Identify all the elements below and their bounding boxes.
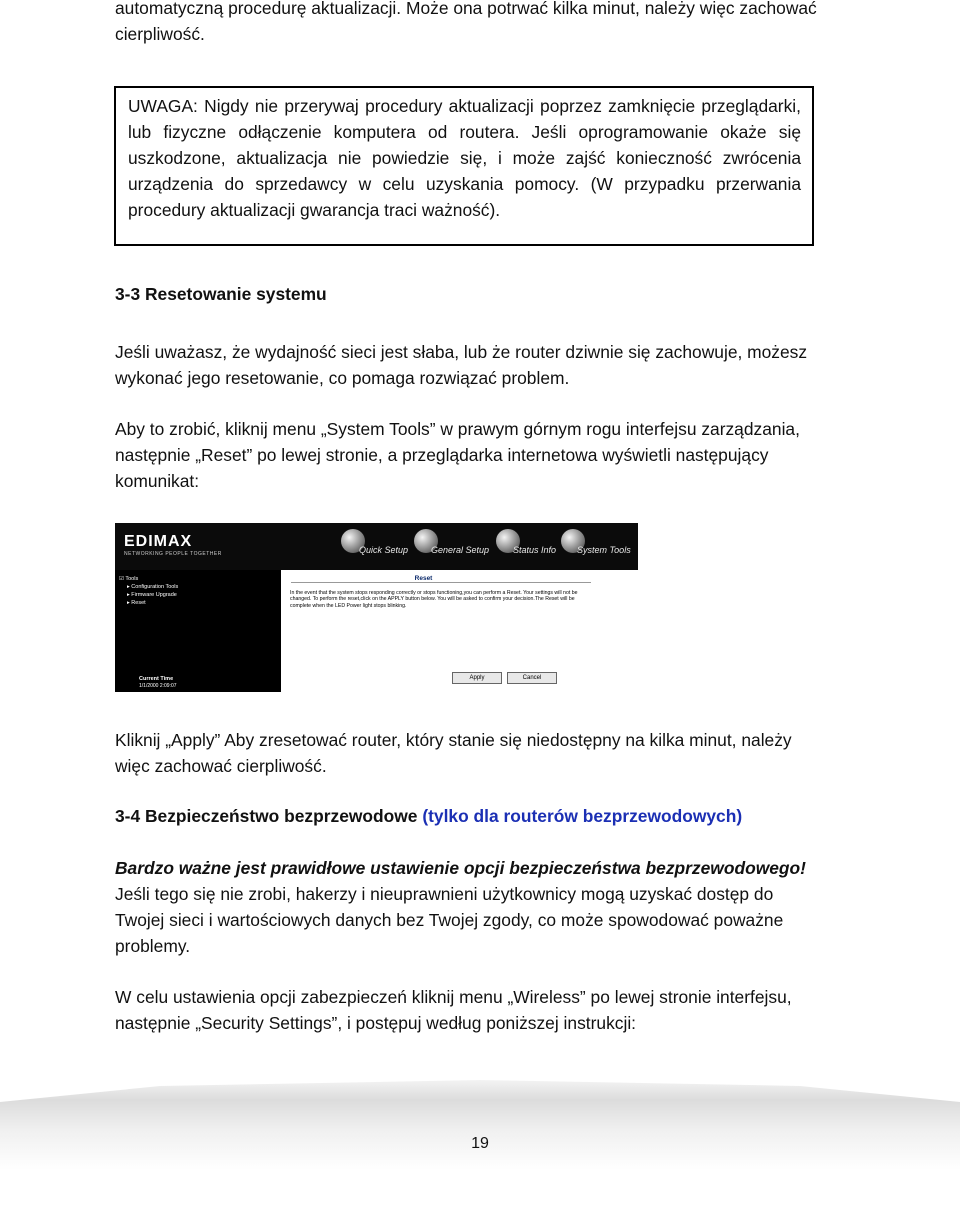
tree-item-firmware-upgrade[interactable]: [127, 592, 177, 599]
current-time-label: Current Time: [139, 676, 174, 682]
router-screenshot: [115, 523, 638, 692]
intro-paragraph: automatyczną procedurę aktualizacji. Może ona potrwać kilka minut, należy więc zachować cierpliwość.: [115, 0, 817, 44]
section-heading-text: 3-4 Bezpieczeństwo bezprzewodowe: [115, 806, 418, 826]
page-number: 19: [471, 1135, 489, 1152]
folder-icon: ☑: [119, 576, 126, 582]
apply-button[interactable]: Apply: [452, 672, 502, 684]
current-time-value: 1/1/2000 2:09:07: [139, 683, 177, 689]
wireless-paragraph-2: W celu ustawienia opcji zabezpieczeń kliknij menu „Wireless” po lewej stronie interfejsu, następnie „Security Settings”, i postępuj według poniższej instrukcji:: [115, 987, 792, 1033]
router-sidebar: [115, 570, 281, 692]
tree-item-label: Firmware Upgrade: [131, 592, 177, 598]
edimax-logo: EDIMAX: [124, 533, 193, 550]
router-header: [115, 523, 638, 570]
tree-item-configuration-tools[interactable]: [127, 584, 178, 591]
nav-system-tools[interactable]: System Tools: [577, 545, 631, 555]
reset-panel-text: In the event that the system stops responding correctly or stops functioning,you can perform a Reset. Your settings will not be changed. To perform the reset,click on the APPLY button below. You will be asked to confirm your decision.The Reset will be complete when the LED Power light stops blinking.: [290, 590, 578, 609]
section-heading-wireless: [115, 803, 827, 829]
nav-status-info[interactable]: Status Info: [513, 545, 557, 555]
section-heading-reset: 3-3 Resetowanie systemu: [115, 284, 327, 304]
cancel-button[interactable]: Cancel: [507, 672, 557, 684]
nav-quick-setup[interactable]: Quick Setup: [359, 545, 409, 555]
tree-item-label: Reset: [131, 600, 146, 606]
section-heading-note: (tylko dla routerów bezprzewodowych): [422, 806, 743, 826]
edimax-tagline: NETWORKING PEOPLE TOGETHER: [124, 551, 222, 557]
tree-root-label: Tools: [125, 576, 139, 582]
warning-box: UWAGA: Nigdy nie przerywaj procedury aktualizacji poprzez zamknięcie przeglądarki, lub fizyczne odłączenie komputera od routera. Jeśli oprogramowanie okaże się uszkodzone, aktualizacja nie powiedzie się, i może zajść konieczność zwrócenia urządzenia do sprzedawcy w celu uzyskania pomocy. (W przypadku przerwania procedury aktualizacji gwarancja traci ważność).: [114, 86, 814, 246]
tree-item-reset[interactable]: [127, 600, 146, 607]
apply-paragraph: Kliknij „Apply” Aby zresetować router, który stanie się niedostępny na kilka minut, należy więc zachować cierpliwość.: [115, 730, 792, 776]
reset-panel-title: Reset: [414, 575, 433, 582]
tree-item-label: Configuration Tools: [131, 584, 179, 590]
arrow-right-icon: ▸: [127, 592, 132, 598]
arrow-right-icon: ▸: [127, 584, 132, 590]
wireless-paragraph-rest: Jeśli tego się nie zrobi, hakerzy i nieuprawnieni użytkownicy mogą uzyskać dostęp do Twojej sieci i wartościowych danych bez Twojej zgody, co może spowodować poważne problemy.: [115, 884, 784, 956]
reset-panel: [281, 570, 638, 692]
arrow-right-icon: ▸: [127, 600, 132, 606]
divider: [291, 582, 591, 583]
wireless-paragraph-1: [115, 855, 827, 959]
nav-general-setup[interactable]: General Setup: [431, 545, 490, 555]
reset-paragraph-1: Jeśli uważasz, że wydajność sieci jest słaba, lub że router dziwnie się zachowuje, możesz wykonać jego resetowanie, co pomaga rozwiązać problem.: [115, 342, 808, 388]
wireless-emphasis: Bardzo ważne jest prawidłowe ustawienie opcji bezpieczeństwa bezprzewodowego!: [115, 858, 806, 878]
tree-root-tools[interactable]: [119, 576, 138, 583]
reset-paragraph-2: Aby to zrobić, kliknij menu „System Tools” w prawym górnym rogu interfejsu zarządzania, następnie „Reset” po lewej stronie, a przeglądarka internetowa wyświetli następujący komunikat:: [115, 419, 800, 491]
